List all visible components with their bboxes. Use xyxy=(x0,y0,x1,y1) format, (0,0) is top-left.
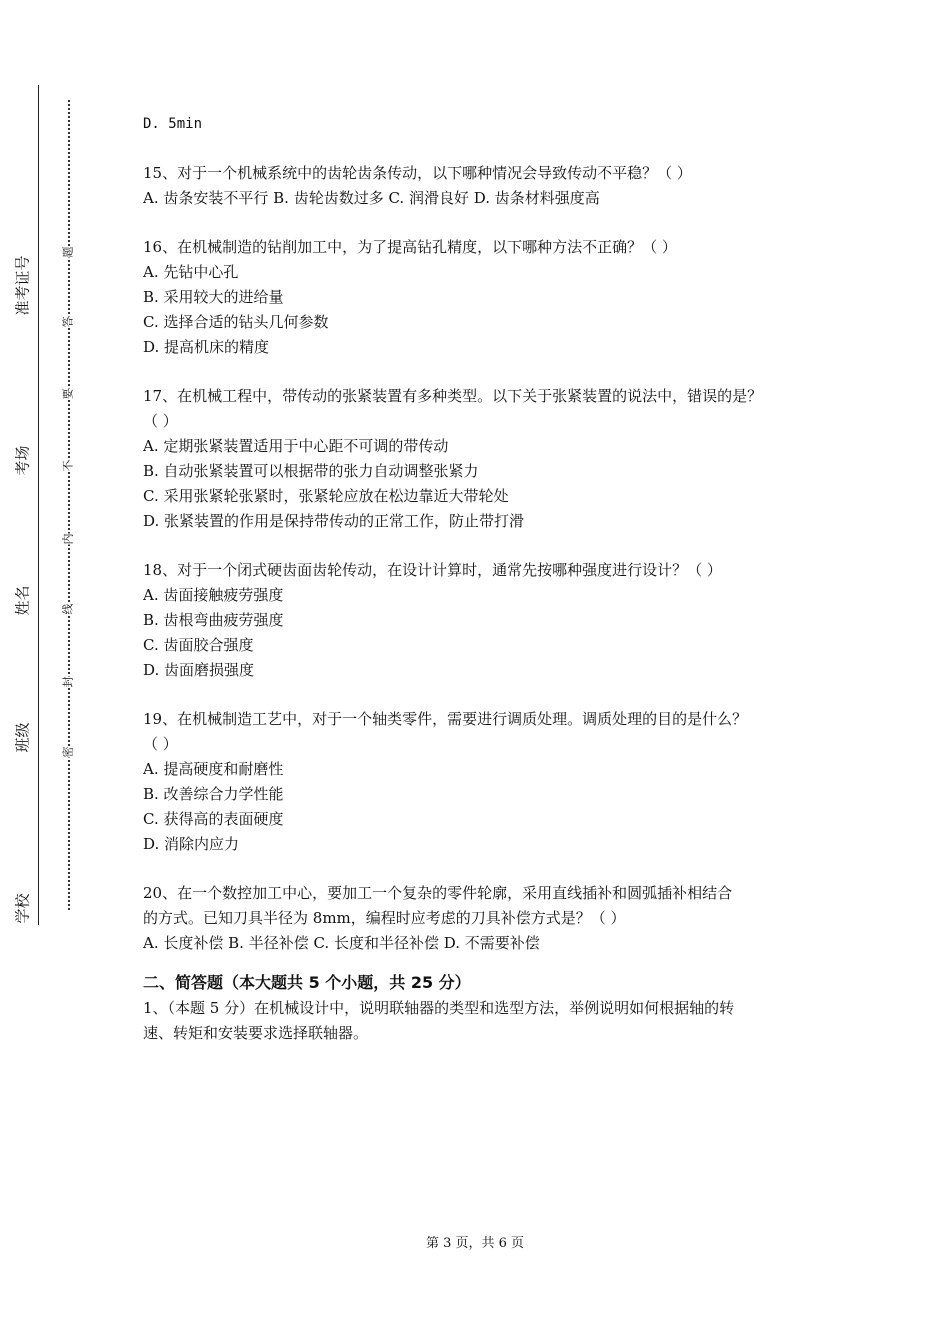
question-stem: 19、在机械制造工艺中，对于一个轴类零件，需要进行调质处理。调质处理的目的是什么？ xyxy=(143,710,748,728)
question-20 xyxy=(143,881,813,956)
option: C. 齿面胶合强度 xyxy=(143,636,254,654)
question-18 xyxy=(143,558,813,683)
option: A. 提高硬度和耐磨性 xyxy=(143,760,284,778)
seal-char: 线 xyxy=(61,603,75,615)
option: D. 消除内应力 xyxy=(143,835,240,853)
option: A. 齿条安装不平行 B. 齿轮齿数过多 C. 润滑良好 D. 齿条材料强度高 xyxy=(143,189,600,207)
school-label: 学校 xyxy=(12,889,33,929)
option: A. 定期张紧装置适用于中心距不可调的带传动 xyxy=(143,437,449,455)
section-title: 二、简答题（本大题共 5 个小题，共 25 分） xyxy=(143,973,471,992)
seal-char: 内 xyxy=(61,533,75,545)
option: A. 先钻中心孔 xyxy=(143,263,239,281)
option: D. 提高机床的精度 xyxy=(143,338,270,356)
question-stem: 16、在机械制造的钻削加工中，为了提高钻孔精度，以下哪种方法不正确？（ ） xyxy=(143,238,677,256)
name-label: 姓名 xyxy=(12,581,33,621)
class-label: 班级 xyxy=(12,718,33,758)
question-19 xyxy=(143,707,813,857)
question-17 xyxy=(143,384,813,534)
question-stem: （ ） xyxy=(143,735,178,753)
question-stem: 速、转矩和安装要求选择联轴器。 xyxy=(143,1024,369,1042)
seal-char: 密 xyxy=(61,746,75,758)
option: A. 长度补偿 B. 半径补偿 C. 长度和半径补偿 D. 不需要补偿 xyxy=(143,934,540,952)
option: C. 获得高的表面硬度 xyxy=(143,810,284,828)
question-stem: 20、在一个数控加工中心，要加工一个复杂的零件轮廓，采用直线插补和圆弧插补相结合 xyxy=(143,884,733,902)
question-stem: 的方式。已知刀具半径为 8mm，编程时应考虑的刀具补偿方式是？（ ） xyxy=(143,909,626,927)
option: B. 采用较大的进给量 xyxy=(143,288,284,306)
option: D. 张紧装置的作用是保持带传动的正常工作，防止带打滑 xyxy=(143,512,525,530)
question-16 xyxy=(143,235,813,360)
question-stem: （ ） xyxy=(143,412,178,430)
margin-solid-line xyxy=(38,85,39,925)
seal-char: 要 xyxy=(61,388,75,400)
page-number: 第 3 页，共 6 页 xyxy=(425,1236,525,1251)
question-stem: 18、对于一个闭式硬齿面齿轮传动，在设计计算时，通常先按哪种强度进行设计？（ ） xyxy=(143,561,722,579)
option: C. 选择合适的钻头几何参数 xyxy=(143,313,329,331)
seal-dotted-line xyxy=(68,100,70,910)
binding-margin xyxy=(0,0,110,1344)
option: B. 自动张紧装置可以根据带的张力自动调整张紧力 xyxy=(143,462,479,480)
option: C. 采用张紧轮张紧时，张紧轮应放在松边靠近大带轮处 xyxy=(143,487,509,505)
seal-char: 题 xyxy=(61,246,75,258)
question-15 xyxy=(143,161,813,211)
option: B. 改善综合力学性能 xyxy=(143,785,284,803)
short-answer-question-1 xyxy=(143,996,813,1046)
seal-char: 封 xyxy=(61,676,75,688)
option: A. 齿面接触疲劳强度 xyxy=(143,586,284,604)
question-stem: 17、在机械工程中，带传动的张紧装置有多种类型。以下关于张紧装置的说法中，错误的是？ xyxy=(143,387,763,405)
question-stem: 15、对于一个机械系统中的齿轮齿条传动，以下哪种情况会导致传动不平稳？（ ） xyxy=(143,164,692,182)
exam-content xyxy=(143,112,813,1046)
exam-number-label: 准考证号 xyxy=(12,279,33,319)
exam-room-label: 考场 xyxy=(12,441,33,481)
option: D. 齿面磨损强度 xyxy=(143,661,255,679)
question-14-tail xyxy=(143,112,813,137)
seal-char: 不 xyxy=(61,460,75,472)
option: D. 5min xyxy=(143,116,203,132)
seal-char: 答 xyxy=(61,316,75,328)
option: B. 齿根弯曲疲劳强度 xyxy=(143,611,284,629)
question-stem: 1、（本题 5 分）在机械设计中，说明联轴器的类型和选型方法，举例说明如何根据轴的转 xyxy=(143,999,735,1017)
